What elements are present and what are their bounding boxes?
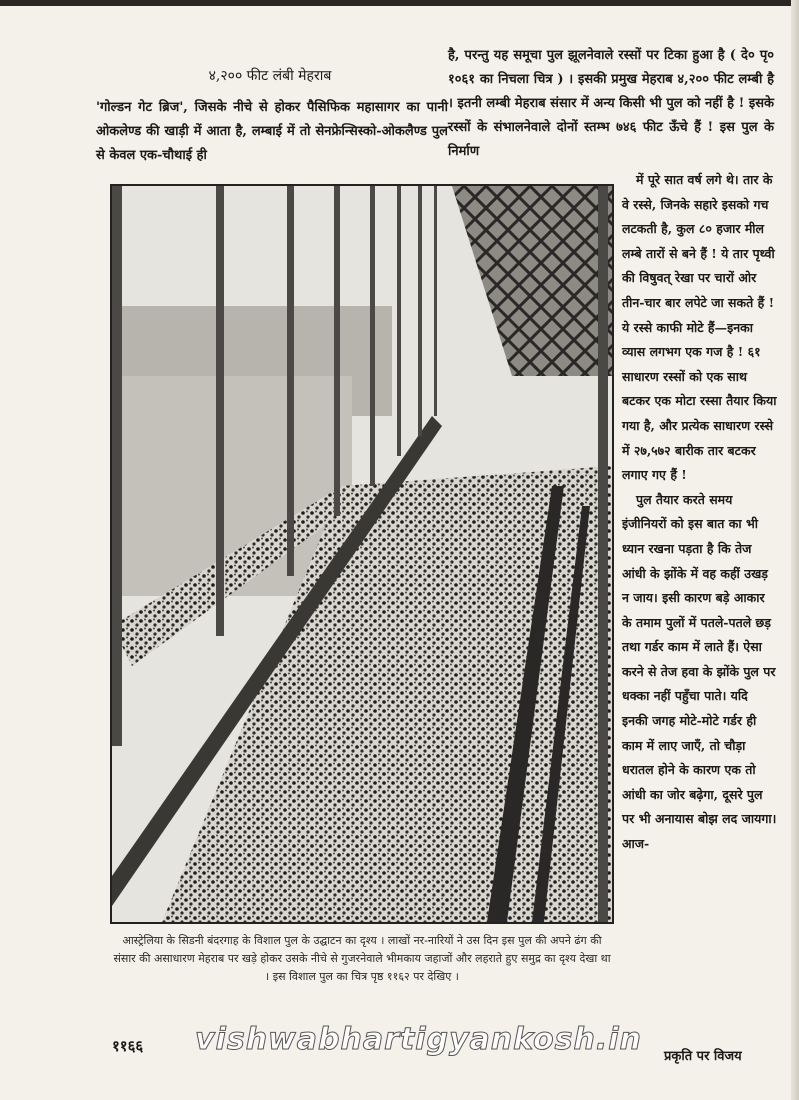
left-column-text: 'गोल्डन गेट ब्रिज', जिसके नीचे से होकर पैसिफिक महासागर का पानी ओकलेण्ड की खाड़ी में आता है, लम्बाई में तो सेनफ्रेन्सिस्को-ओकलैण्ड पुल से केवल एक-चौथाई ही (96, 100, 448, 163)
right-column (622, 168, 778, 857)
page-top-edge (0, 0, 799, 6)
page-right-shadow (791, 0, 799, 1100)
page-number: ११६६ (112, 1037, 144, 1055)
bridge-photo (110, 184, 614, 924)
right-column-paragraph-2: पुल तैयार करते समय इंजीनियरों को इस बात का भी ध्यान रखना पड़ता है कि तेज आंधी के झोंके में वह कहीं उखड़ न जाय। इसी कारण बड़े आकार के तमाम पुलों में पतले-पतले छड़ तथा गर्डर काम में लाते हैं। ऐसा करने से तेज हवा के झोंके पुल पर धक्का नहीं पहुँचा पाते। यदि इनकी जगह मोटे-मोटे गर्डर ही काम में लाए जाएँ, तो चौड़ा धरातल होने के कारण एक तो आंधी का जोर बढ़ेगा, दूसरे पुल पर भी अनायास बोझ लद जायगा। आज- (622, 491, 777, 852)
section-heading: ४,२०० फीट लंबी मेहराब (208, 68, 332, 84)
right-column-paragraph-1: में पूरे सात वर्ष लगे थे। तार के वे रस्से, जिनके सहारे इसको गच लटकती है, कुल ८० हजार मील लम्बे तारों से बने हैं ! ये तार पृथ्वी की विषुवत् रेखा पर चारों ओर तीन-चार बार लपेटे जा सकते हैं ! ये रस्से काफी मोटे हैं—इनका व्यास लगभग एक गज है ! ६१ साधारण रस्सों को एक साथ बटकर एक मोटा रस्सा तैयार किया गया है, और प्रत्येक साधारण रस्से में २७,५७२ बारीक तार बटकर लगाए गए हैं ! (622, 172, 777, 483)
bridge-photo-illustration (112, 186, 612, 922)
right-top-text: है, परन्तु यह समूचा पुल झूलनेवाले रस्सों पर टिका हुआ है ( दे० पृ० १०६१ का निचला चित्र ) । इसकी प्रमुख मेहराब ४,२०० फीट लम्बी है । इतनी लम्बी मेहराब संसार में अन्य किसी भी पुल को नहीं है ! इसके रस्सों के संभालनेवाले दोनों स्तम्भ ७४६ फीट ऊँचे हैं ! इस पुल के निर्माण (448, 48, 774, 159)
photo-caption: आस्ट्रेलिया के सिडनी बंदरगाह के विशाल पुल के उद्घाटन का दृश्य । लाखों नर-नारियों ने उस दिन इस पुल की अपने ढंग की संसार की असाधारण मेहराब पर खड़े होकर उसके नीचे से गुजरनेवाले भीमकाय जहाजों और लहराते हुए समुद्र का दृश्य देखा था । इस विशाल पुल का चित्र पृष्ठ ११६२ पर देखिए । (113, 934, 611, 983)
running-footer-title: प्रकृति पर विजय (664, 1049, 742, 1064)
watermark: vishwabhartigyankosh.in (195, 1022, 642, 1057)
